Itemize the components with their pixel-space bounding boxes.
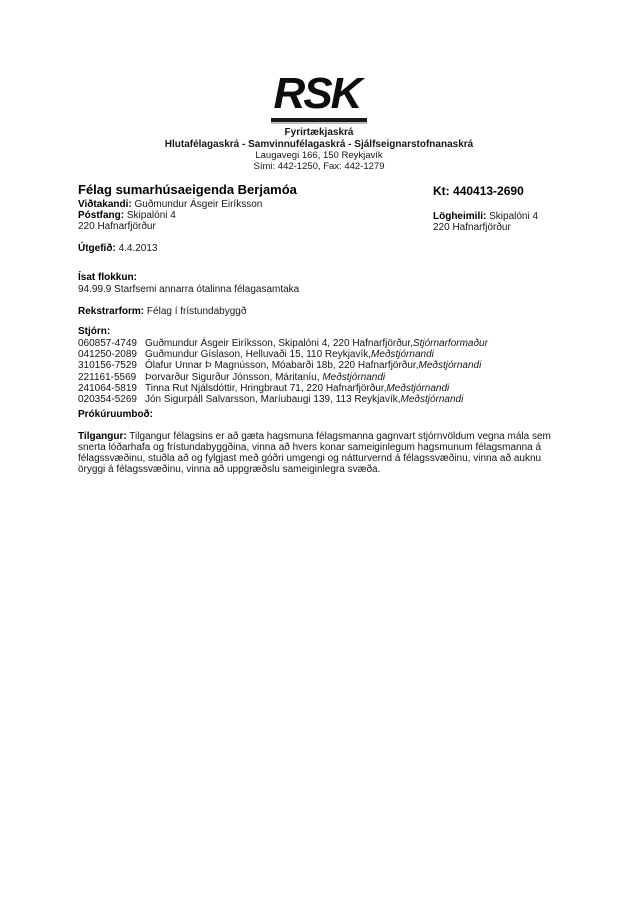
registry-name: Fyrirtækjaskrá — [284, 127, 354, 138]
operating-form-value: Félag í frístundabyggð — [146, 306, 247, 317]
board-member-kt: 020354-5269 — [78, 394, 137, 406]
operating-form-label: Rekstrarform: — [78, 306, 145, 317]
board-section-label: Stjórn: — [78, 326, 111, 337]
operating-form-line — [78, 306, 246, 317]
board-member-role: Meðstjórnandi — [400, 394, 464, 406]
board-member-role: Meðstjórnandi — [322, 371, 386, 383]
legal-home-line — [433, 211, 538, 222]
board-member-info: Tinna Rut Njálsdóttir, Hringbraut 71, 220 Hafnarfjörður, — [145, 382, 387, 394]
isat-section-label: Ísat flokkun: — [78, 272, 137, 283]
board-member-kt: 310156-7529 — [78, 360, 137, 372]
issued-value: 4.4.2013 — [118, 243, 158, 254]
legal-home-value: Skipalóni 4 — [489, 211, 539, 222]
purpose-label: Tilgangur: — [78, 431, 127, 442]
entity-name: Félag sumarhúsaeigenda Berjamóa — [78, 182, 297, 197]
registry-address: Laugavegi 166, 150 Reykjavík — [255, 150, 383, 161]
procuration-section-label: Prókúruumboð: — [78, 409, 153, 420]
rsk-logo: RSK — [271, 72, 368, 122]
board-member-info: Guðmundur Ásgeir Eiríksson, Skipalóni 4, 220 Hafnarfjörður, — [145, 338, 413, 349]
board-member-role: Meðstjórnandi — [371, 349, 434, 361]
kt-value: 440413-2690 — [453, 184, 524, 198]
board-member-kt: 241064-5819 — [78, 382, 137, 394]
board-member-row — [145, 360, 488, 371]
board-member-role: Meðstjórnandi — [386, 382, 450, 394]
isat-value: 94.99.9 Starfsemi annarra ótalinna félagasamtaka — [78, 284, 300, 295]
postal-label: Póstfang: — [78, 210, 125, 221]
board-member-role: Stjórnarformaður — [412, 338, 488, 349]
board-member-role: Meðstjórnandi — [418, 360, 482, 372]
kt-line — [433, 186, 524, 197]
postal-line — [78, 210, 176, 221]
board-member-row — [145, 349, 488, 360]
legal-home-city: 220 Hafnarfjörður — [433, 222, 511, 233]
board-member-kt: 221161-5569 — [78, 371, 137, 383]
board-member-info: Ólafur Unnar Þ Magnússon, Móabarði 18b, 220 Hafnarfjörður, — [145, 360, 419, 372]
board-member-row — [145, 372, 488, 383]
board-members-table — [78, 338, 488, 405]
recipient-value: Guðmundur Ásgeir Eiríksson — [134, 199, 263, 210]
purpose-paragraph — [78, 431, 566, 475]
board-member-info: Jón Sigurpáll Salvarsson, Maríubaugi 139, 113 Reykjavík, — [145, 394, 401, 406]
purpose-text: Tilgangur félagsins er að gæta hagsmuna félagsmanna gagnvart stjórnvöldum vegna mála sem snerta lóðarhafa og frístundabyggðina, vinna að hvers konar sameiginlegum hagsmunum félagsmanna á félagssvæðinu, stuðla að og fylgjast með góðri umgengi og nátturvernd á félagssvæðinu, vinna að auknu öryggi á félagssvæðinu, vinna að uppgræðslu sameiginlegra svæða. — [78, 431, 551, 475]
recipient-label: Viðtakandi: — [78, 199, 132, 210]
header — [0, 69, 638, 122]
issued-line — [78, 243, 158, 254]
board-member-kt: 060857-4749 — [78, 338, 137, 349]
kt-label: Kt: — [433, 184, 450, 198]
postal-city: 220 Hafnarfjörður — [78, 221, 156, 232]
registry-subtitle: Hlutafélagaskrá - Samvinnufélagaskrá - Sjálfseignarstofnanaskrá — [164, 138, 474, 150]
board-member-row — [145, 338, 488, 349]
board-member-row — [145, 394, 488, 405]
registry-contact: Sími: 442-1250, Fax: 442-1279 — [253, 160, 385, 172]
legal-home-label: Lögheimili: — [433, 211, 487, 222]
board-member-info: Guðmundur Gíslason, Helluvaði 15, 110 Reykjavík, — [145, 349, 372, 361]
recipient-line — [78, 199, 262, 210]
issued-label: Útgefið: — [78, 243, 116, 254]
board-member-row — [145, 383, 488, 394]
board-member-info: Þorvarður Sigurður Jónsson, Máritaníu, — [145, 371, 323, 383]
board-member-kt: 041250-2089 — [78, 349, 137, 361]
postal-value: Skipalóni 4 — [126, 210, 176, 221]
